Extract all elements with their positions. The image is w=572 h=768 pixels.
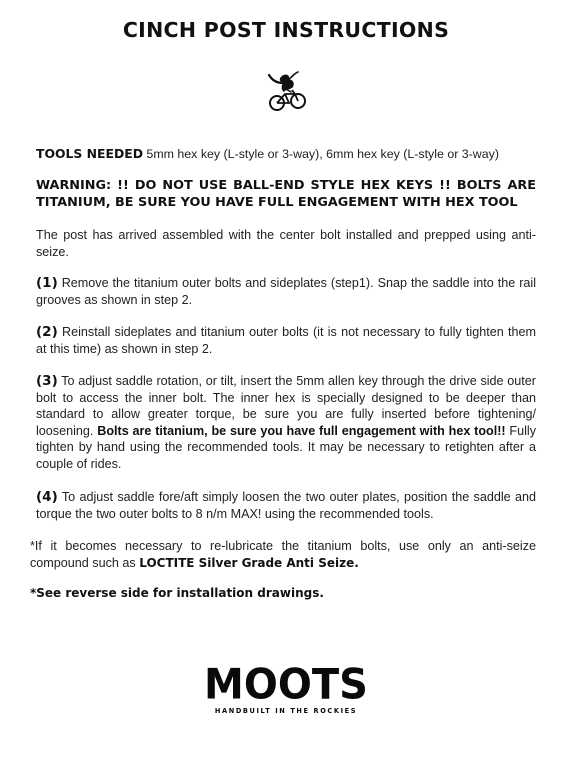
step-text: To adjust saddle rotation, or tilt, insert the 5mm allen key through the drive side outer bolt to access the inner bolt. The inner hex is specially designed to be deeper than standard to allow greater torque, be sure you are fully inserted before tightening/ loosening. [36, 374, 536, 438]
step-number: (3) [36, 373, 58, 389]
step-1 [36, 275, 536, 308]
lubrication-note [30, 538, 536, 571]
step-text: Reinstall sideplates and titanium outer bolts (it is not necessary to fully tighten them at this time) as shown in step 2. [36, 325, 536, 356]
tools-needed-text: 5mm hex key (L-style or 3-way), 6mm hex key (L-style or 3-way) [142, 147, 499, 161]
warning-text: WARNING: !! DO NOT USE BALL-END STYLE HEX KEYS !! BOLTS ARE TITANIUM, BE SURE YOU HAVE FULL ENGAGEMENT WITH HEX TOOL [36, 178, 536, 210]
note-product: LOCTITE Silver Grade Anti Seize. [139, 555, 359, 570]
step-text: Remove the titanium outer bolts and sideplates (step1). Snap the saddle into the rail grooves as shown in step 2. [36, 276, 536, 307]
step-text-continued: Fully tighten by hand using the recommended tools. It may be necessary to retighten after a couple of rides. [36, 423, 536, 471]
tools-needed [36, 146, 536, 163]
note-text: *If it becomes necessary to re-lubricate the titanium bolts, use only an anti-seize compound such as [30, 539, 536, 570]
reverse-side-note: *See reverse side for installation drawings. [30, 586, 324, 600]
page-title: CINCH POST INSTRUCTIONS [122, 18, 450, 42]
step-number: (1) [36, 275, 58, 291]
intro-paragraph: The post has arrived assembled with the center bolt installed and prepped using anti-seize. [36, 228, 536, 259]
step-text: To adjust saddle fore/aft simply loosen the two outer plates, position the saddle and torque the two outer bolts to 8 n/m MAX! using the recommended tools. [36, 490, 536, 521]
logo-wordmark: MOOTS [204, 660, 368, 710]
lizard-on-bicycle-icon [262, 70, 310, 114]
step-number: (2) [36, 324, 58, 340]
step-4 [36, 489, 536, 522]
step-3 [36, 373, 536, 472]
step-2 [36, 324, 536, 357]
moots-logo [200, 660, 372, 718]
step-number: (4) [36, 489, 58, 505]
tools-needed-label: TOOLS NEEDED [36, 146, 143, 161]
step-emphasis: Bolts are titanium, be sure you have full engagement with hex tool!! [97, 423, 506, 438]
logo-tagline: HANDBUILT IN THE ROCKIES [214, 707, 358, 715]
